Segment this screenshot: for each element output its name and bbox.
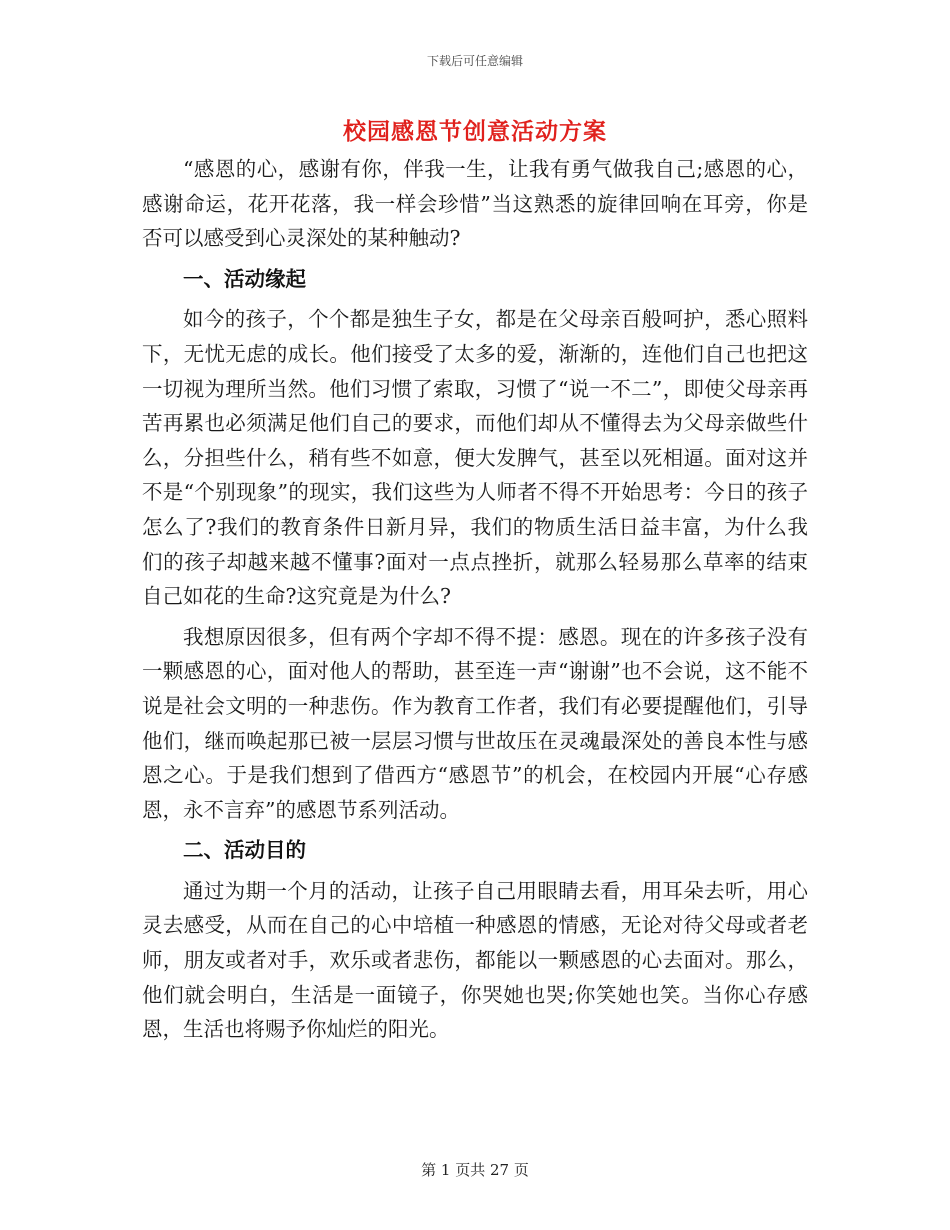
document-body — [142, 152, 808, 1047]
section-heading-purpose: 二、活动目的 — [183, 838, 306, 863]
purpose-paragraph-1: 通过为期一个月的活动，让孩子自己用眼睛去看，用耳朵去听，用心灵去感受，从而在自己的心中培植一种感恩的情感，无论对待父母或者老师，朋友或者对手，欢乐或者悲伤，都能以一颗感恩的心去面对。那么，他们就会明白，生活是一面镜子，你哭她也哭;你笑她也笑。当你心存感恩，生活也将赐予你灿烂的阳光。 — [142, 878, 808, 1042]
document-title: 校园感恩节创意活动方案 — [343, 118, 607, 145]
page-number-footer: 第 1 页共 27 页 — [421, 1161, 529, 1179]
origin-paragraph-2: 我想原因很多，但有两个字却不得不提：感恩。现在的许多孩子没有一颗感恩的心，面对他人的帮助，甚至连一声“谢谢”也不会说，这不能不说是社会文明的一种悲伤。作为教育工作者，我们有必要提醒他们，引导他们，继而唤起那已被一层层习惯与世故压在灵魂最深处的善良本性与感恩之心。于是我们想到了借西方“感恩节”的机会，在校园内开展“心存感恩，永不言弃”的感恩节系列活动。 — [142, 624, 808, 822]
header-note: 下载后可任意编辑 — [426, 54, 523, 68]
origin-paragraph-1: 如今的孩子，个个都是独生子女，都是在父母亲百般呵护，悉心照料下，无忧无虑的成长。他们接受了太多的爱，渐渐的，连他们自己也把这一切视为理所当然。他们习惯了索取，习惯了“说一不二”，即使父母亲再苦再累也必须满足他们自己的要求，而他们却从不懂得去为父母亲做些什么，分担些什么，稍有些不如意，便大发脾气，甚至以死相逼。面对这并不是“个别现象”的现实，我们这些为人师者不得不开始思考：今日的孩子怎么了?我们的教育条件日新月异，我们的物质生活日益丰富，为什么我们的孩子却越来越不懂事?面对一点点挫折，就那么轻易那么草率的结束自己如花的生命?这究竟是为什么? — [142, 307, 808, 609]
intro-paragraph: “感恩的心，感谢有你，伴我一生，让我有勇气做我自己;感恩的心，感谢命运，花开花落，我一样会珍惜”当这熟悉的旋律回响在耳旁，你是否可以感受到心灵深处的某种触动? — [142, 157, 808, 251]
section-heading-origin: 一、活动缘起 — [183, 266, 306, 291]
